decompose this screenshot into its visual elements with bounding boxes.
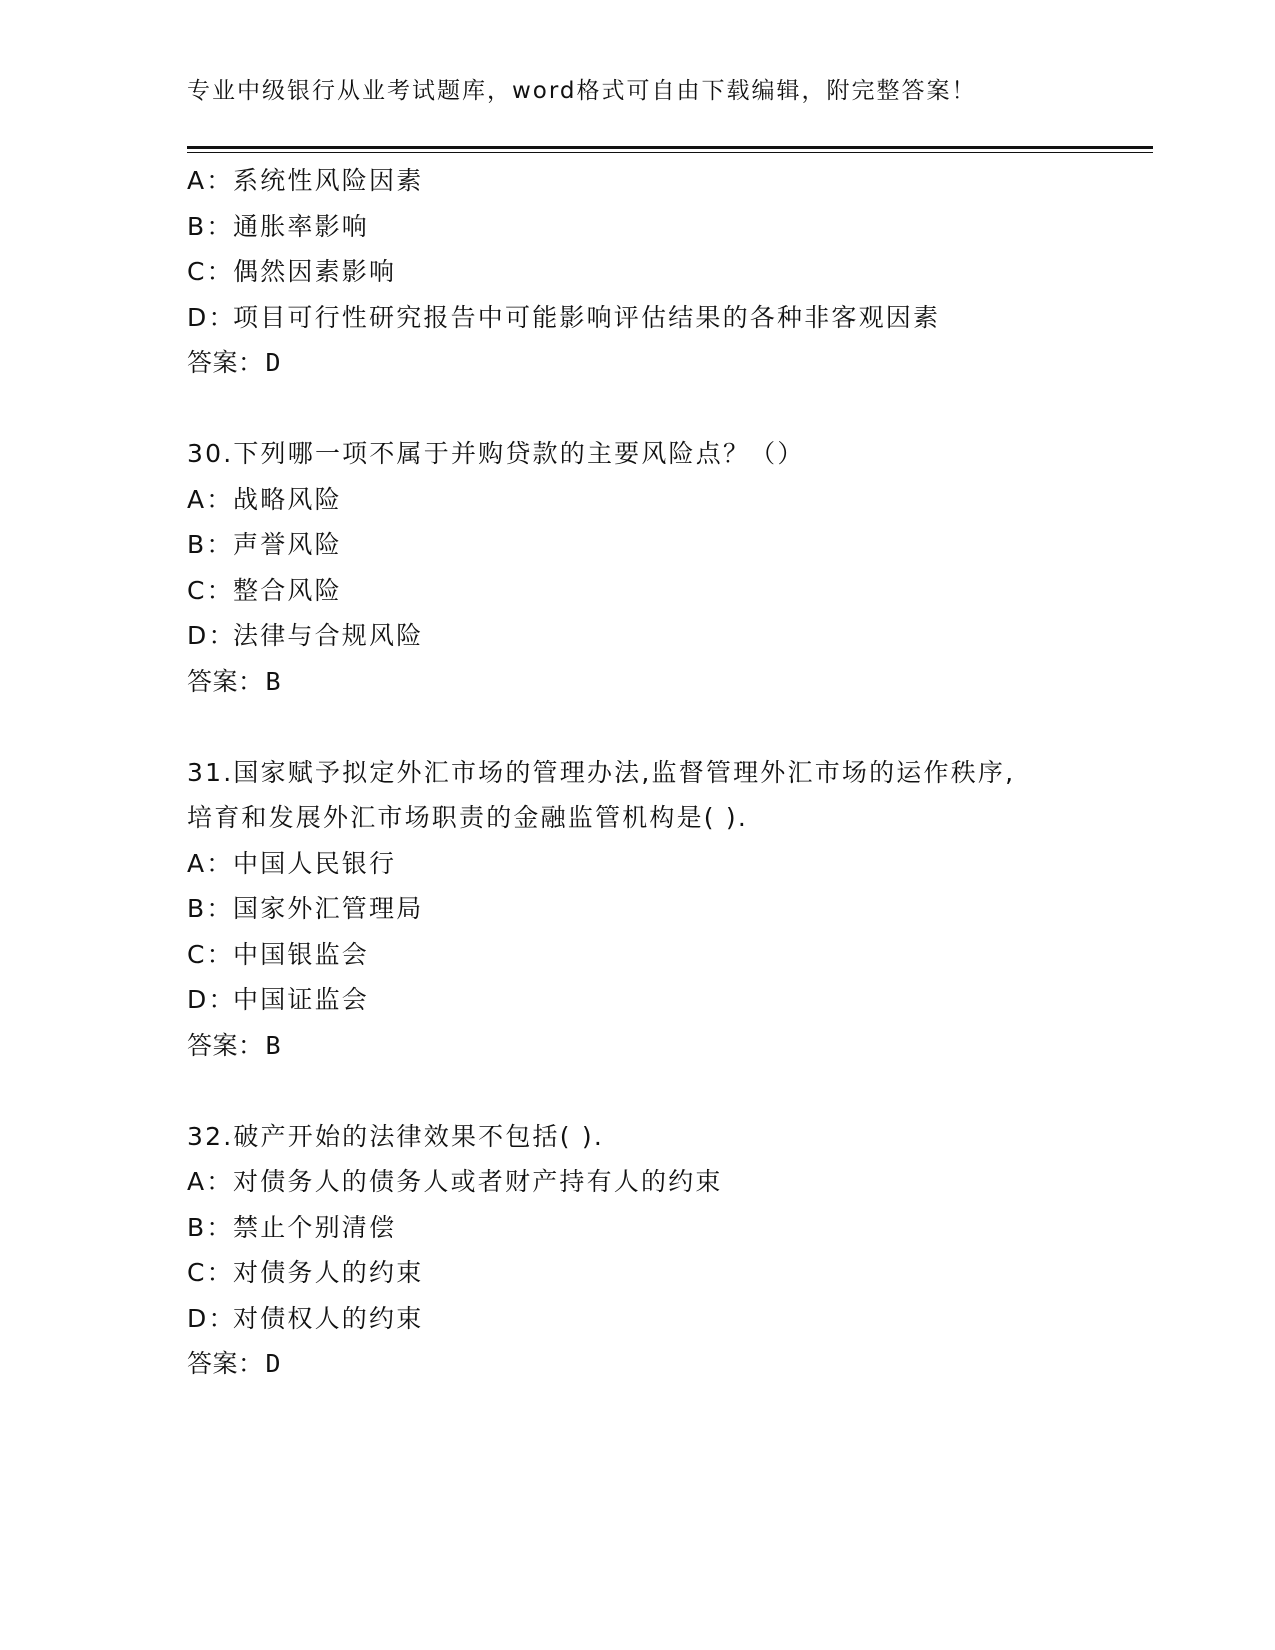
answer-line: 答案：B — [187, 666, 282, 696]
option-d: D：对债权人的约束 — [187, 1303, 424, 1333]
question-stem: 32.破产开始的法律效果不包括( ). — [187, 1121, 604, 1151]
page-header: 专业中级银行从业考试题库，word格式可自由下载编辑，附完整答案！ — [187, 78, 977, 104]
option-b: B：声誉风险 — [187, 530, 342, 559]
question-31-block — [187, 750, 1153, 1069]
question-32-block — [187, 1114, 1153, 1387]
header-divider-thin — [187, 152, 1153, 153]
option-a: A：战略风险 — [187, 484, 342, 514]
option-a: A：对债务人的债务人或者财产持有人的约束 — [187, 1167, 723, 1196]
question-stem-continued: 培育和发展外汇市场职责的金融监管机构是( ). — [187, 803, 749, 832]
question-content — [187, 158, 1153, 1387]
answer-line: 答案：D — [187, 348, 282, 377]
option-d: D：中国证监会 — [187, 985, 370, 1014]
question-stem: 30.下列哪一项不属于并购贷款的主要风险点？（） — [187, 439, 805, 468]
option-a: A：中国人民银行 — [187, 848, 397, 878]
option-c: C：中国银监会 — [187, 939, 370, 969]
option-c: C：偶然因素影响 — [187, 257, 397, 286]
option-d: D：项目可行性研究报告中可能影响评估结果的各种非客观因素 — [187, 302, 941, 332]
answer-line: 答案：B — [187, 1030, 282, 1060]
option-b: B：通胀率影响 — [187, 211, 370, 241]
answer-line: 答案：D — [187, 1349, 282, 1378]
question-stem: 31.国家赋予拟定外汇市场的管理办法,监督管理外汇市场的运作秩序, — [187, 757, 1016, 787]
option-c: C：对债务人的约束 — [187, 1258, 424, 1287]
option-b: B：国家外汇管理局 — [187, 894, 424, 923]
option-c: C：整合风险 — [187, 575, 342, 605]
question-29-block — [187, 158, 1153, 386]
question-30-block — [187, 431, 1153, 704]
option-d: D：法律与合规风险 — [187, 621, 424, 650]
header-divider-thick — [187, 146, 1153, 149]
option-a: A：系统性风险因素 — [187, 166, 424, 195]
option-b: B：禁止个别清偿 — [187, 1212, 397, 1242]
